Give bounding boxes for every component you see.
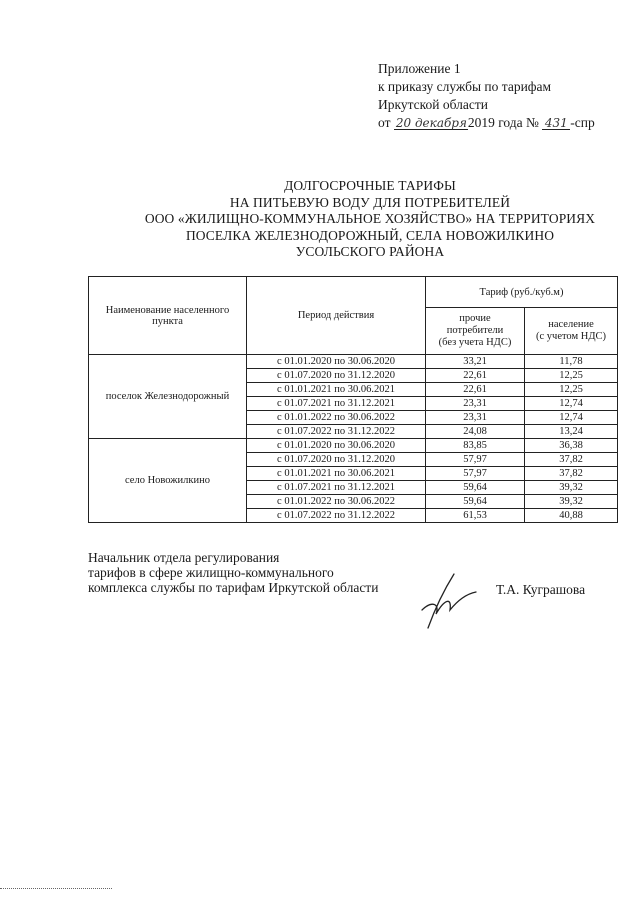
period-cell: с 01.07.2022 по 31.12.2022	[247, 425, 426, 439]
population-tariff-cell: 39,32	[525, 481, 618, 495]
population-tariff-cell: 40,88	[525, 509, 618, 523]
population-tariff-cell: 12,74	[525, 397, 618, 411]
table-row	[89, 439, 618, 453]
period-cell: с 01.07.2021 по 31.12.2021	[247, 481, 426, 495]
period-cell: с 01.01.2021 по 30.06.2021	[247, 467, 426, 481]
other-tariff-cell: 59,64	[426, 481, 525, 495]
appendix-header	[378, 60, 595, 132]
appendix-suffix: -спр	[570, 115, 595, 130]
title-line-5: УСОЛЬСКОГО РАЙОНА	[295, 244, 445, 259]
population-tariff-cell: 12,25	[525, 383, 618, 397]
population-tariff-cell: 12,74	[525, 411, 618, 425]
appendix-order-ref: к приказу службы по тарифам	[378, 79, 552, 94]
title-line-2: НА ПИТЬЕВУЮ ВОДУ ДЛЯ ПОТРЕБИТЕЛЕЙ	[229, 194, 511, 210]
other-tariff-cell: 22,61	[426, 369, 525, 383]
other-tariff-cell: 57,97	[426, 453, 525, 467]
location-cell: село Новожилкино	[89, 439, 247, 523]
table-row	[89, 355, 618, 369]
period-cell: с 01.07.2020 по 31.12.2020	[247, 369, 426, 383]
other-tariff-cell: 83,85	[426, 439, 525, 453]
signature-position-2: тарифов в сфере жилищно-коммунального	[88, 565, 334, 580]
period-cell: с 01.07.2020 по 31.12.2020	[247, 453, 426, 467]
document-title	[120, 178, 620, 261]
population-tariff-cell: 13,24	[525, 425, 618, 439]
other-tariff-cell: 23,31	[426, 397, 525, 411]
other-tariff-cell: 24,08	[426, 425, 525, 439]
header-population	[525, 308, 618, 355]
header-tariff: Тариф (руб./куб.м)	[426, 277, 618, 308]
population-tariff-cell: 37,82	[525, 467, 618, 481]
population-tariff-cell: 37,82	[525, 453, 618, 467]
header-location-line-1: Наименование населенного	[105, 304, 230, 316]
period-cell: с 01.07.2021 по 31.12.2021	[247, 397, 426, 411]
header-pop-line-2: (с учетом НДС)	[536, 331, 606, 342]
title-line-3: ООО «ЖИЛИЩНО-КОММУНАЛЬНОЕ ХОЗЯЙСТВО» НА ТЕРРИТОРИЯХ	[144, 211, 596, 226]
appendix-date-line	[378, 114, 595, 132]
other-tariff-cell: 33,21	[426, 355, 525, 369]
signatory-name: Т.А. Куграшова	[496, 582, 586, 597]
header-period: Период действия	[247, 277, 426, 355]
header-location-line-2: пункта	[152, 315, 183, 327]
period-cell: с 01.01.2021 по 30.06.2021	[247, 383, 426, 397]
location-cell: поселок Железнодорожный	[89, 355, 247, 439]
footer-divider	[0, 888, 112, 889]
header-pop-line-1: население	[548, 319, 594, 330]
appendix-prefix: от	[378, 115, 391, 130]
title-line-4: ПОСЕЛКА ЖЕЛЕЗНОДОРОЖНЫЙ, СЕЛА НОВОЖИЛКИНО	[185, 227, 555, 243]
title-line-1: ДОЛГОСРОЧНЫЕ ТАРИФЫ	[284, 178, 456, 193]
table-header-row	[89, 277, 618, 308]
signature-position-3: комплекса службы по тарифам Иркутской области	[88, 580, 379, 595]
period-cell: с 01.01.2022 по 30.06.2022	[247, 411, 426, 425]
tariff-table	[88, 276, 618, 523]
table-body	[89, 355, 618, 523]
other-tariff-cell: 22,61	[426, 383, 525, 397]
handwritten-number: 431	[542, 117, 570, 130]
population-tariff-cell: 12,25	[525, 369, 618, 383]
handwritten-date: 20 декабря	[395, 116, 467, 130]
appendix-year: 2019 года №	[467, 115, 539, 130]
appendix-region: Иркутской области	[378, 97, 489, 112]
period-cell: с 01.01.2022 по 30.06.2022	[247, 495, 426, 509]
appendix-title: Приложение 1	[378, 61, 461, 76]
population-tariff-cell: 36,38	[525, 439, 618, 453]
period-cell: с 01.01.2020 по 30.06.2020	[247, 355, 426, 369]
period-cell: с 01.07.2022 по 31.12.2022	[247, 509, 426, 523]
header-other-consumers	[426, 308, 525, 355]
population-tariff-cell: 11,78	[525, 355, 618, 369]
signature-block	[88, 550, 378, 595]
period-cell: с 01.01.2020 по 30.06.2020	[247, 439, 426, 453]
other-tariff-cell: 59,64	[426, 495, 525, 509]
header-other-line-3: (без учета НДС)	[438, 337, 512, 348]
other-tariff-cell: 61,53	[426, 509, 525, 523]
other-tariff-cell: 23,31	[426, 411, 525, 425]
header-location	[89, 277, 247, 355]
population-tariff-cell: 39,32	[525, 495, 618, 509]
handwritten-signature	[414, 570, 484, 632]
other-tariff-cell: 57,97	[426, 467, 525, 481]
header-other-line-1: прочие	[459, 313, 491, 324]
header-other-line-2: потребители	[446, 325, 504, 336]
signature-position-1: Начальник отдела регулирования	[88, 550, 280, 565]
